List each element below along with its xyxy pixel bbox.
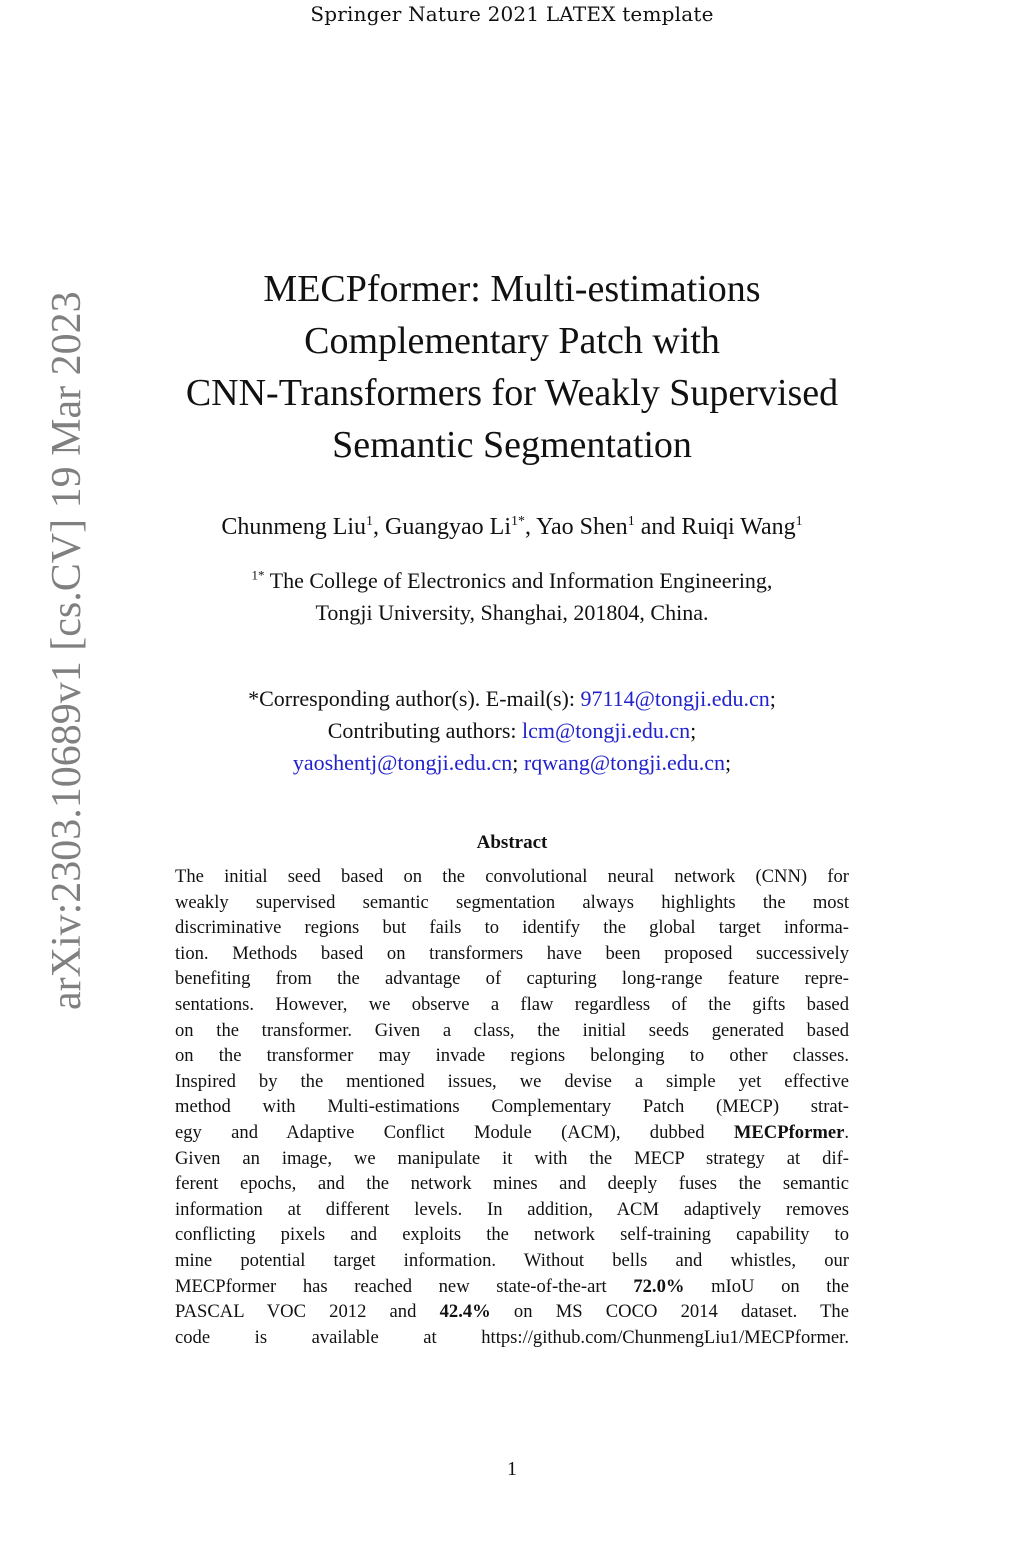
contributing-label: Contributing authors: [327,718,517,743]
separator: ; [725,750,732,775]
abstract-line: method with Multi-estimations Complementary Patch (MECP) strat- [175,1096,849,1118]
abstract-line: Inspired by the mentioned issues, we devise a simple yet effective [175,1070,849,1092]
affiliation-mark: 1* [251,567,265,583]
affiliation-line: Tongji University, Shanghai, 201804, China. [315,600,709,625]
abstract-line [175,1299,849,1325]
method-name-bold: MECPformer [733,1121,845,1143]
title-line: MECPformer: Multi-estimations [263,268,761,310]
abstract-line: tion. Methods based on transformers have been proposed successively [175,942,849,964]
abstract-line: on the transformer. Given a class, the initial seeds generated based [175,1019,849,1041]
corresponding-label: *Corresponding author(s). E-mail(s): [248,686,575,711]
author-name: Guangyao Li [385,514,511,540]
running-header: Springer Nature 2021 LATEX template [310,2,714,26]
abstract-line [175,1274,849,1300]
page-number: 1 [507,1458,517,1480]
author-affil-mark: 1 [795,514,803,529]
author-affil-mark: 1 [366,514,374,529]
author-name: Ruiqi Wang [681,514,796,540]
abstract-line: information at different levels. In addition, ACM adaptively removes [175,1198,849,1220]
contributing-email-link[interactable]: lcm@tongji.edu.cn [522,718,691,743]
abstract-line: The initial seed based on the convolutional neural network (CNN) for [175,866,849,887]
abstract-line: Given an image, we manipulate it with the MECP strategy at dif- [175,1147,849,1169]
abstract-text: on MS COCO 2014 dataset. The [513,1301,849,1323]
title-line: CNN-Transformers for Weakly Supervised [185,372,839,414]
abstract-line: ferent epochs, and the network mines and deeply fuses the semantic [175,1173,849,1195]
abstract-text: mIoU on the [711,1275,850,1297]
abstract-line: discriminative regions but fails to identify the global target informa- [175,917,849,939]
abstract-line: sentations. However, we observe a flaw regardless of the gifts based [175,993,849,1015]
abstract-heading: Abstract [476,832,548,853]
arxiv-stamp: arXiv:2303.10689v1 [cs.CV] 19 Mar 2023 [44,291,90,1010]
corresponding-email-link[interactable]: 97114@tongji.edu.cn [580,686,770,711]
author-name: Chunmeng Liu [221,514,367,540]
voc-score-bold: 72.0% [633,1275,685,1297]
paper-title [0,263,1024,471]
correspondence-block [0,683,1024,779]
separator: ; [512,750,519,775]
author-list: Chunmeng Liu$^1$, Guangyao $Li^{1*}$, Yao Shen$^1$ and Ruiqi Wang$^1$ [221,514,803,540]
title-line: Complementary Patch with [304,320,720,362]
abstract-text: egy and Adaptive Conflict Module (ACM), dubbed [175,1121,705,1143]
separator: ; [769,686,776,711]
abstract-line: on the transformer may invade regions belonging to other classes. [175,1045,849,1067]
abstract-body [175,864,849,1350]
author-affil-mark: 1 [627,514,635,529]
affiliation-line: The College of Electronics and Information Engineering, [269,568,773,593]
contributing-email-link[interactable]: rqwang@tongji.edu.cn [523,750,726,775]
abstract-line: weakly supervised semantic segmentation always highlights the most [175,891,849,913]
contributing-email-link[interactable]: yaoshentj@tongji.edu.cn [292,750,513,775]
abstract-line: mine potential target information. Without bells and whistles, our [175,1249,849,1271]
abstract-line: benefiting from the advantage of capturing long-range feature repre- [175,968,849,990]
abstract-text: . [844,1121,849,1143]
abstract-text: MECPformer has reached new state-of-the-art [175,1275,607,1297]
abstract-line: code is available at https://github.com/ChunmengLiu1/MECPformer. [175,1326,849,1348]
author-affil-mark: 1* [510,514,525,529]
author-conjunction: and [640,514,676,540]
affiliation [0,565,1024,629]
coco-score-bold: 42.4% [439,1301,491,1323]
title-line: Semantic Segmentation [332,424,692,466]
abstract-line [175,1120,849,1146]
abstract-line: conflicting pixels and exploits the network self-training capability to [175,1224,849,1246]
author-name: Yao Shen [536,514,628,540]
separator: ; [690,718,697,743]
abstract-text: PASCAL VOC 2012 and [175,1301,417,1323]
